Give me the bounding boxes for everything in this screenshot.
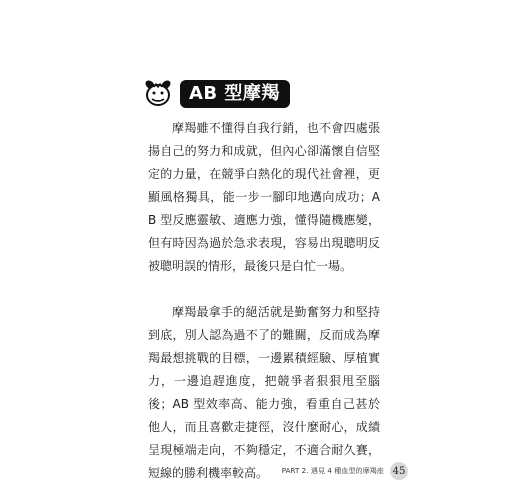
title-badge	[180, 80, 290, 108]
article-body	[148, 117, 380, 485]
paragraph-2: 摩羯最拿手的絕活就是勤奮努力和堅持到底，別人認為過不了的難關，反而成為摩羯最想挑戰的目標，一邊累積經驗、厚植實力，一邊追趕進度，把競爭者狠狠甩至腦後；AB 型效率高、能力強，看重自己甚於他人，而且喜歡走捷徑，沒什麼耐心，成績呈現極端走向，不夠穩定，不適合耐久賽，短線的勝利機率較高。	[148, 305, 380, 480]
page-footer	[282, 462, 408, 480]
capricorn-mascot-icon	[143, 79, 173, 107]
paragraph-1: 摩羯雖不懂得自我行銷，也不會四處張揚自己的努力和成就，但內心卻滿懷自信堅定的力量，在競爭白熱化的現代社會裡，更顯風格獨具，能一步一腳印地邁向成功；AB 型反應靈敏、適應力強，懂得隨機應變，但有時因為過於急求表現，容易出現聰明反被聰明誤的情形，最後只是白忙一場。	[148, 121, 380, 273]
page-title: AB 型摩羯	[189, 82, 280, 104]
chapter-label: PART 2. 遇見 4 種血型的摩羯座	[281, 467, 384, 475]
page-number: 45	[390, 462, 408, 480]
section-heading	[143, 76, 290, 110]
